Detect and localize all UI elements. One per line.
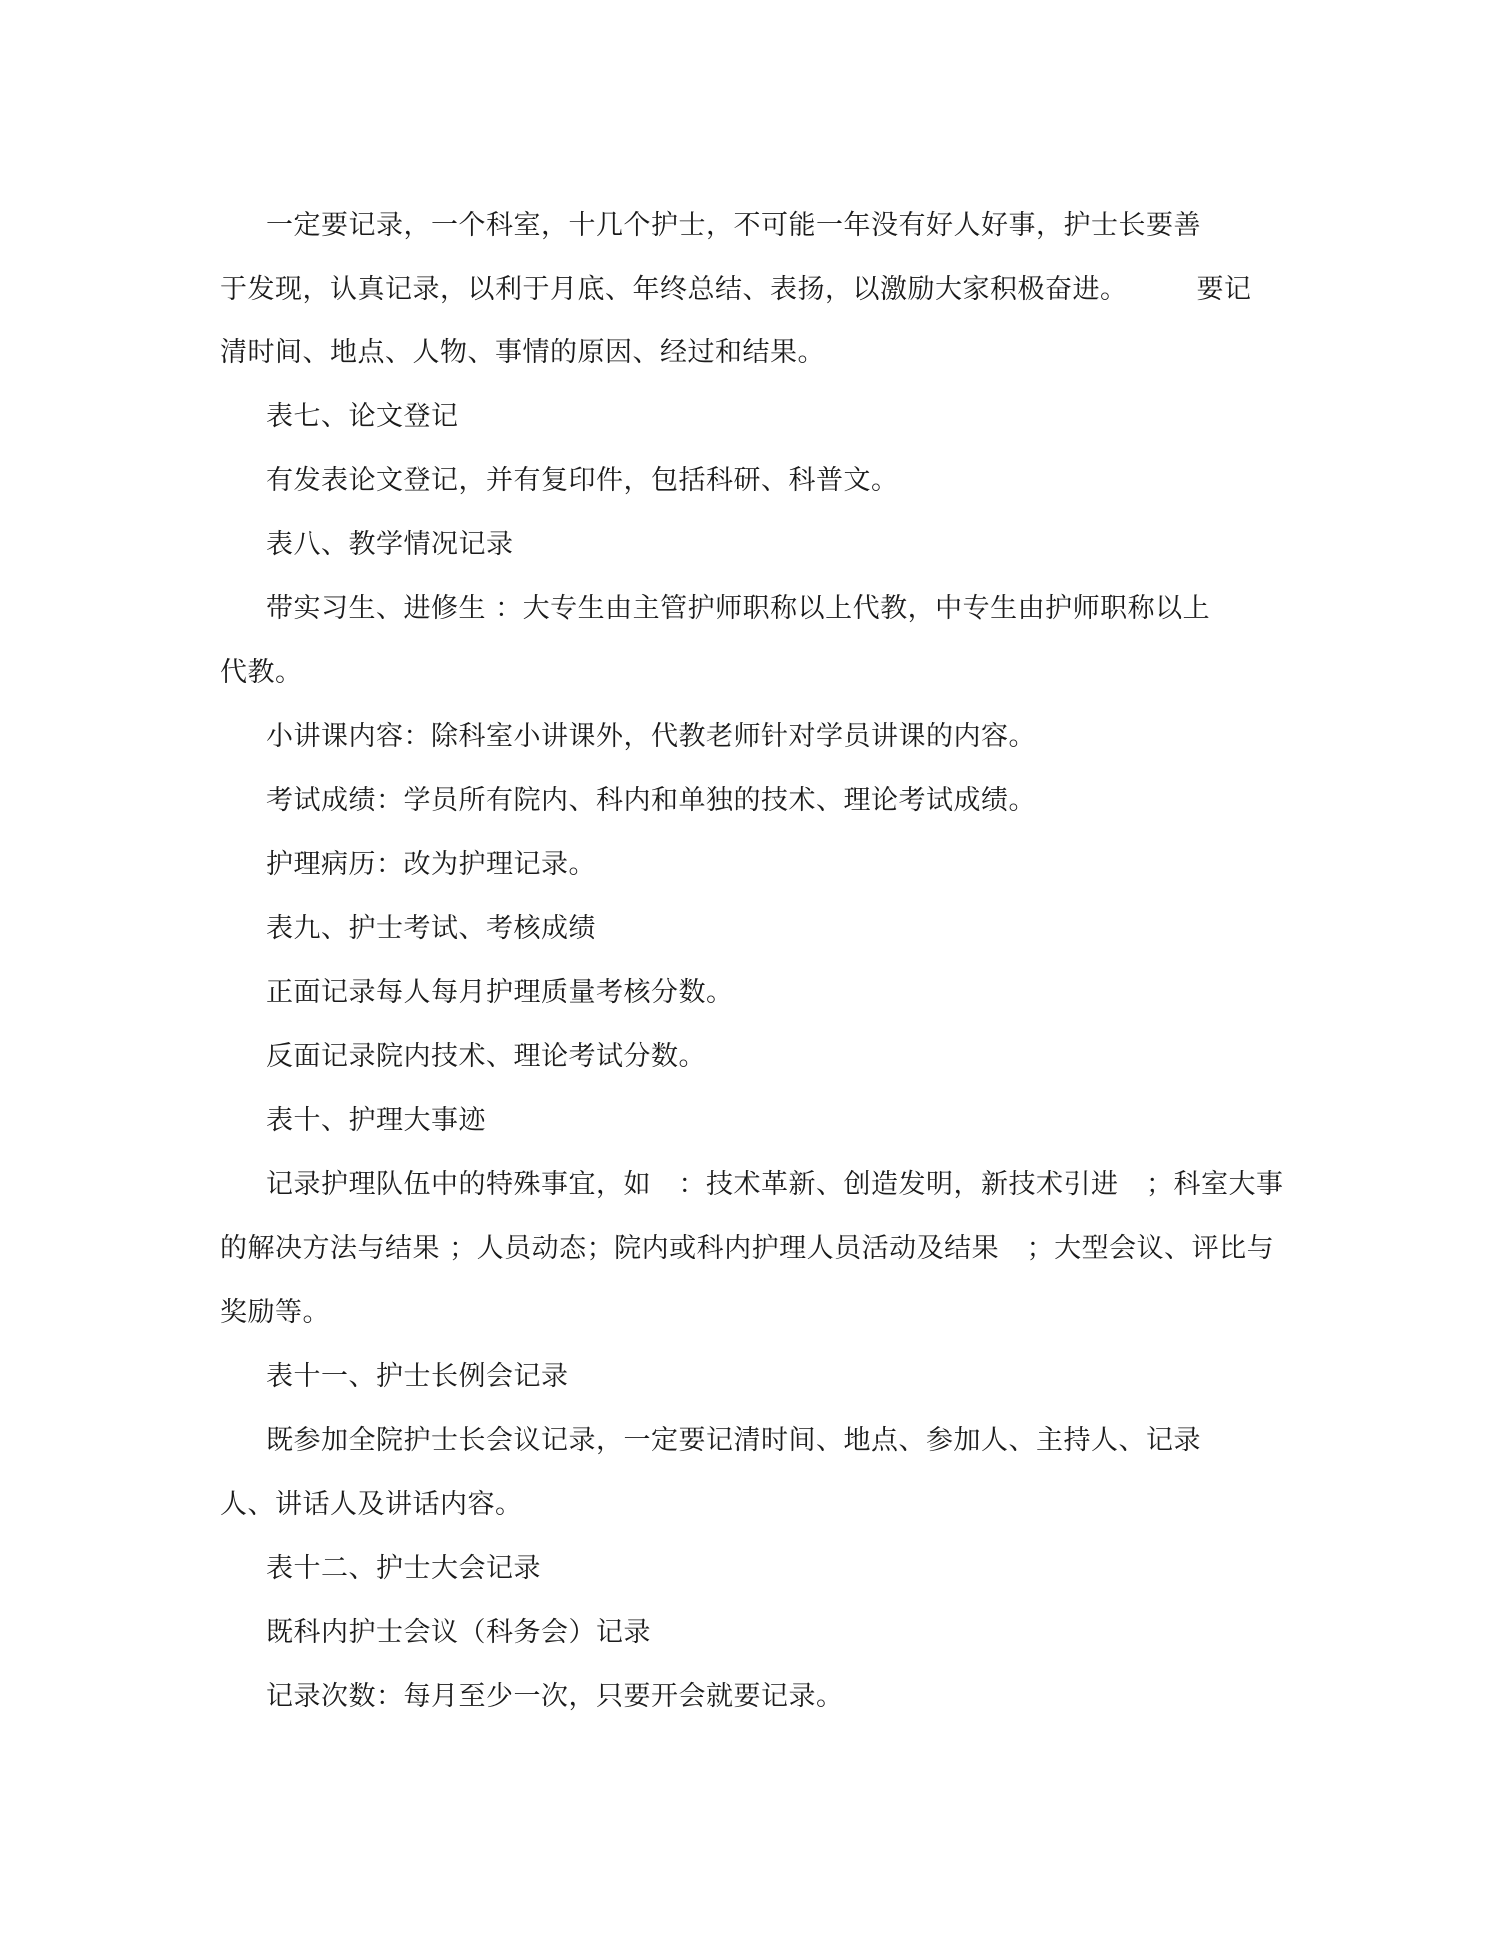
section-heading: 表九、护士考试、考核成绩: [266, 913, 596, 944]
section-heading: 表七、论文登记: [266, 401, 459, 432]
section-heading: 表十、护理大事迹: [266, 1105, 486, 1136]
paragraph-line: 记录护理队伍中的特殊事宜，如 ：技术革新、创造发明，新技术引进 ；科室大事: [266, 1169, 1284, 1200]
paragraph-line: 记录次数：每月至少一次，只要开会就要记录。: [266, 1681, 844, 1712]
section-heading: 表十一、护士长例会记录: [266, 1361, 569, 1392]
paragraph-line: 既参加全院护士长会议记录，一定要记清时间、地点、参加人、主持人、记录: [266, 1425, 1201, 1456]
paragraph-line: 护理病历：改为护理记录。: [266, 849, 596, 880]
paragraph-line: 反面记录院内技术、理论考试分数。: [266, 1041, 706, 1072]
paragraph-line: 正面记录每人每月护理质量考核分数。: [266, 977, 734, 1008]
paragraph-line: 小讲课内容：除科室小讲课外，代教老师针对学员讲课的内容。: [266, 721, 1036, 752]
paragraph-line: 于发现，认真记录，以利于月底、年终总结、表扬，以激励大家积极奋进。 要记: [220, 274, 1252, 305]
paragraph-line: 一定要记录，一个科室，十几个护士，不可能一年没有好人好事，护士长要善: [266, 210, 1201, 241]
section-heading: 表八、教学情况记录: [266, 529, 514, 560]
paragraph-line: 代教。: [220, 657, 303, 688]
paragraph-line: 考试成绩：学员所有院内、科内和单独的技术、理论考试成绩。: [266, 785, 1036, 816]
paragraph-line: 奖励等。: [220, 1297, 330, 1328]
paragraph-line: 有发表论文登记，并有复印件，包括科研、科普文。: [266, 465, 899, 496]
paragraph-line: 带实习生、进修生 ：大专生由主管护师职称以上代教，中专生由护师职称以上: [266, 593, 1211, 624]
paragraph-line: 的解决方法与结果 ；人员动态；院内或科内护理人员活动及结果 ；大型会议、评比与: [220, 1233, 1275, 1264]
paragraph-line: 人、讲话人及讲话内容。: [220, 1489, 523, 1520]
section-heading: 表十二、护士大会记录: [266, 1553, 541, 1584]
paragraph-line: 既科内护士会议（科务会）记录: [266, 1617, 651, 1648]
paragraph-line: 清时间、地点、人物、事情的原因、经过和结果。: [220, 337, 825, 368]
